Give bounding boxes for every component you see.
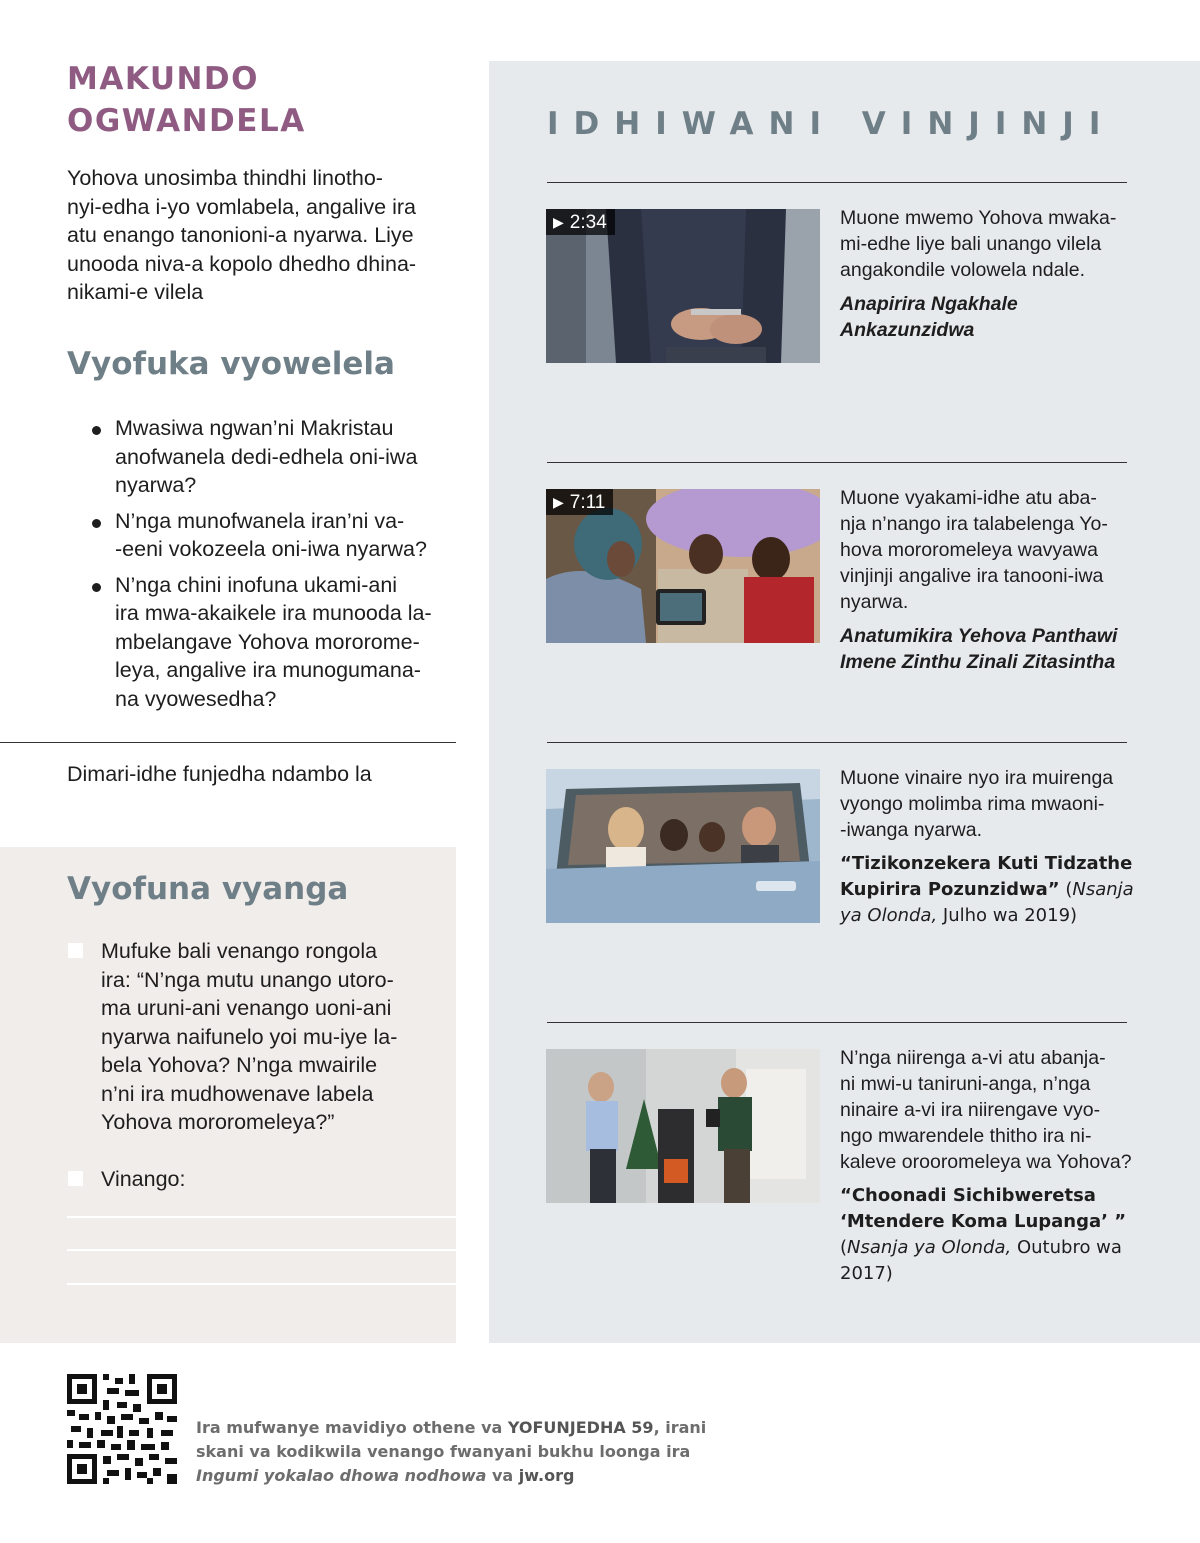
goal-item-other: Vinango:	[67, 1165, 457, 1194]
video-title-link[interactable]: Anatumikira Yehova Panthawi Imene Zinthu Zinali Zitasintha	[840, 625, 1118, 673]
writing-line[interactable]	[67, 1283, 456, 1285]
article-image-family-argument[interactable]	[546, 1049, 820, 1203]
article-reference-link[interactable]: “Choonadi Sichibweretsa ‘Mtendere Koma Lupanga’ ” (Nsanja ya Olonda, Outubro wa 2017)	[840, 1185, 1127, 1284]
website-link[interactable]: jw.org	[518, 1466, 575, 1485]
goal-item: Mufuke bali venango rongola ira: “N’nga mutu unango utoro- ma uruni-ani venango uoni-ani nyarwa naifunelo yoi mu-iye la- bela Yohova? N’nga mwairile n’ni ira mudhowenave labela Yohova mororomeleya?”	[67, 937, 457, 1137]
video-duration: ▶ 7:11	[546, 489, 613, 515]
video-thumbnail-handcuffed[interactable]	[546, 209, 820, 363]
article-reference-link[interactable]: “Tizikonzekera Kuti Tidzathe Kupirira Pozunzidwa” (Nsanja ya Olonda, Julho wa 2019)	[840, 853, 1134, 926]
play-icon: ▶	[553, 494, 564, 510]
video-duration: ▶ 2:34	[546, 209, 615, 235]
article-image-family-car[interactable]	[546, 769, 820, 923]
explore-item: Muone mwemo Yohova mwaka- mi-edhe liye bali unango vilela angakondile volowela ndale. Anapirira Ngakhale Ankazunzidwa	[840, 205, 1140, 343]
video-title-link[interactable]: Anapirira Ngakhale Ankazunzidwa	[840, 293, 1018, 341]
goals-heading: Vyofuna vyanga	[67, 871, 349, 907]
divider	[547, 742, 1127, 743]
play-icon: ▶	[553, 214, 564, 230]
divider	[547, 182, 1127, 183]
date-completed-line: Dimari-idhe funjedha ndambo la	[67, 762, 372, 786]
explore-item: N’nga niirenga a-vi atu abanja- ni mwi-u taniruni-anga, n’nga ninaire a-vi ira niirengave vyo- ngo mwarendele thitho ira ni- kaleve orooromeleya wa Yohova? “Choonadi Sichibweretsa ‘Mtendere Koma Lupanga’ ” (Nsanja ya Olonda, Outubro wa 2017)	[840, 1045, 1140, 1287]
review-question-list	[92, 414, 462, 720]
review-question: Mwasiwa ngwan’ni Makristau anofwanela dedi-edhela oni-iwa nyarwa?	[92, 414, 462, 500]
qr-code-icon[interactable]	[67, 1374, 177, 1484]
video-thumbnail-ministry[interactable]	[546, 489, 820, 643]
bullet-icon	[92, 426, 101, 435]
goal-checkbox[interactable]	[68, 943, 83, 958]
review-question: N’nga munofwanela iran’ni va- -eeni vokozeela oni-iwa nyarwa?	[92, 507, 462, 564]
summary-title: MAKUNDO OGWANDELA	[67, 61, 306, 139]
explore-item: Muone vinaire nyo ira muirenga vyongo molimba rima mwaoni- -iwanga nyarwa. “Tizikonzekera Kuti Tidzathe Kupirira Pozunzidwa” (Nsanja ya Olonda, Julho wa 2019)	[840, 765, 1140, 929]
explore-heading: IDHIWANI VINJINJI	[547, 106, 1116, 142]
review-question: N’nga chini inofuna ukami-ani ira mwa-akaikele ira munooda la- mbelangave Yohova mororome- leya, angalive ira munogumana- na vyowesedha?	[92, 571, 462, 714]
writing-line[interactable]	[67, 1216, 456, 1218]
bullet-icon	[92, 519, 101, 528]
bullet-icon	[92, 583, 101, 592]
review-heading: Vyofuka vyowelela	[67, 346, 395, 382]
divider	[547, 1022, 1127, 1023]
writing-line[interactable]	[67, 1249, 456, 1251]
divider	[547, 462, 1127, 463]
summary-text: Yohova unosimba thindhi linotho- nyi-edha i-yo vomlabela, angalive ira atu enango tanonioni-a nyarwa. Liye unooda niva-a kopolo dhedho dhina- nikami-e vilela	[67, 166, 417, 304]
divider	[0, 742, 456, 743]
explore-item: Muone vyakami-idhe atu aba- nja n’nango ira talabelenga Yo- hova mororomeleya wavyawa vinjinji angalive ira tanooni-iwa nyarwa. Anatumikira Yehova Panthawi Imene Zinthu Zinali Zitasintha	[840, 485, 1140, 675]
footer-note: Ira mufwanye mavidiyo othene va YOFUNJEDHA 59, irani skani va kodikwila venango fwanyani bukhu loonga ira Ingumi yokalao dhowa nodhowa va jw.org	[196, 1418, 707, 1485]
goal-checkbox[interactable]	[68, 1171, 83, 1186]
